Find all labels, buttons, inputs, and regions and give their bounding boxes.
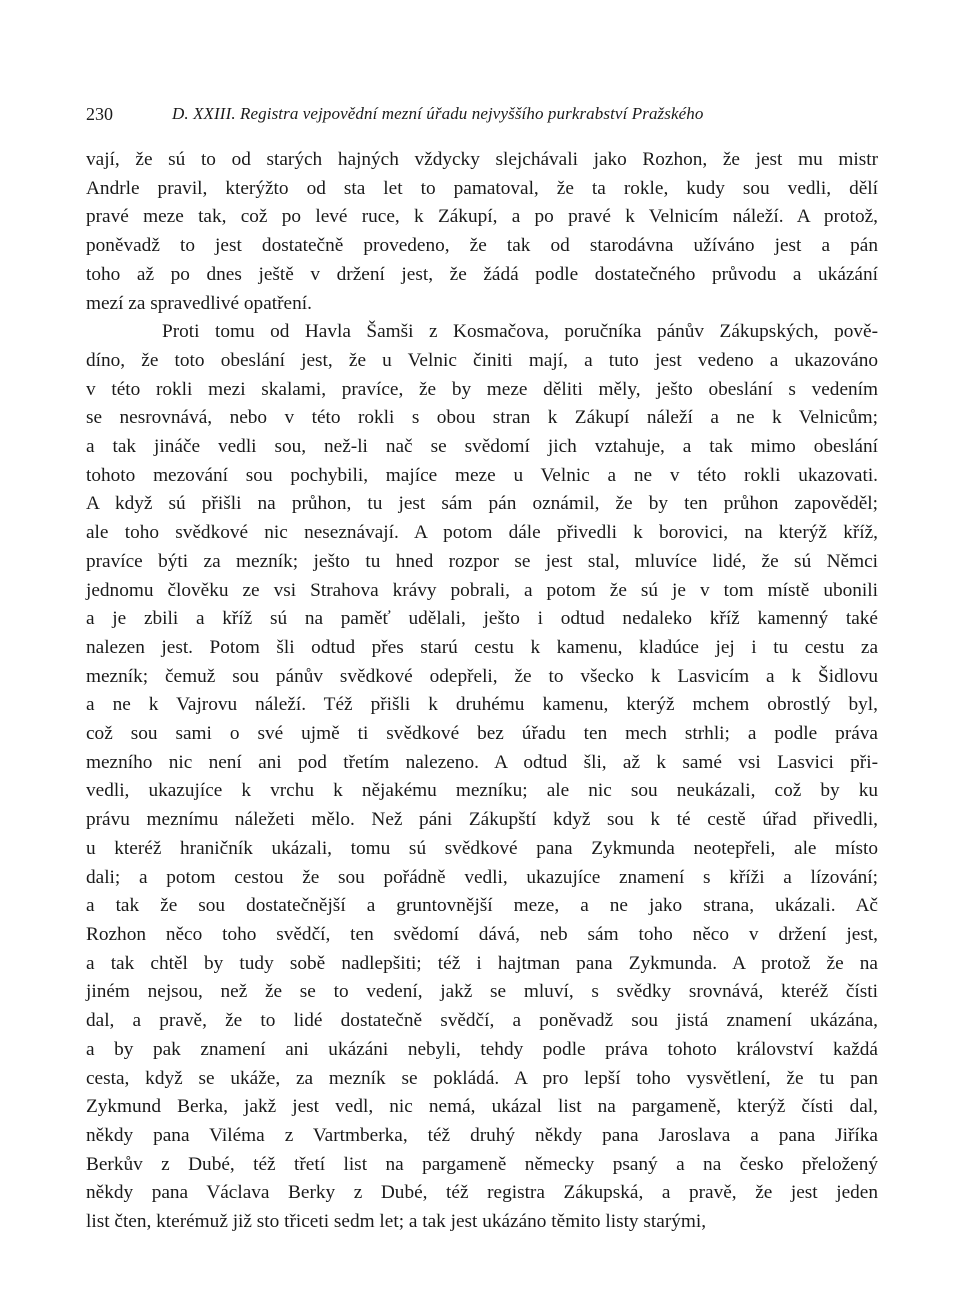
text-line: Zykmund Berka, jakž jest vedl, nic nemá, ukázal list na pargameně, kterýž čísti dal, xyxy=(86,1096,878,1118)
text-line: v této rokli mezi skalami, pravíce, že by meze děliti měly, ješto obeslání s vedením xyxy=(86,378,878,400)
text-line: Andrle pravil, kterýžto od sta let to pamatoval, že ta rokle, kudy sou vedli, dělí xyxy=(86,177,878,199)
text-line: vají, že sú to od starých hajných vždycky slejchávali jako Rozhon, že jest mu mistr xyxy=(86,149,878,170)
text-line: právu meznímu náležeti mělo. Než páni Zákupští když sou k té cestě úřad přivedli, xyxy=(86,809,878,831)
text-line: list čten, kterémuž již sto třiceti sedm let; a tak jest ukázáno těmito listy starými, xyxy=(86,1211,707,1233)
text-line: a je zbili a kříž sú na paměť udělali, ješto i odtud nedaleko kříž kamenný také xyxy=(86,608,878,630)
text-line: u kteréž hraničník ukázali, tomu sú svědkové pana Zykmunda neotepřeli, ale místo xyxy=(86,837,878,859)
text-line: A když sú přišli na průhon, tu jest sám pán oznámil, že by ten průhon zapověděl; xyxy=(86,493,878,515)
text-line: a ne k Vajrovu náleží. Též přišli k druhému kamenu, kterýž mchem obrostlý byl, xyxy=(86,694,878,716)
text-line: jednomu člověku ze vsi Strahova krávy pobrali, a potom že sú je v tom místě ubonili xyxy=(86,579,878,601)
text-line: a tak jináče vedli sou, než-li nač se svědomí jich vztahuje, a tak mimo obeslání xyxy=(86,436,878,458)
text-line: jiném nejsou, než že se to vedení, jakž se mluví, s svědky srovnává, kteréž čísti xyxy=(86,981,878,1003)
text-line: Rozhon něco toho svědčí, ten svědomí dává, neb sám toho něco v držení jest, xyxy=(86,923,878,945)
paragraph xyxy=(86,318,878,1237)
text-line: někdy pana Václava Berky z Dubé, též registra Zákupská, a pravě, že jest jeden xyxy=(86,1182,878,1204)
text-line: a tak že sou dostatečnější a gruntovnější meze, a ne jako strana, ukázali. Ač xyxy=(86,895,878,917)
text-line: vedli, ukazujíce k vrchu k nějakému mezníku; ale nic sou neukázali, což by ku xyxy=(86,780,878,802)
running-head xyxy=(86,96,878,132)
text-line: pravé meze tak, což po levé ruce, k Zákupí, a po pravé k Velnicím náleží. A protož, xyxy=(86,206,878,228)
text-line: a tak chtěl by tudy sobě nadlepšiti; též i hajtman pana Zykmunda. A protož že na xyxy=(86,952,878,974)
text-line: což sou sami o své ujmě ti svědkové bez úřadu ten mech strhli; a podle práva xyxy=(86,723,878,745)
body-text xyxy=(86,146,878,1237)
text-line: se nesrovnává, nebo v této rokli s obou stran k Zákupí náleží a ne k Velnicům; xyxy=(86,407,878,429)
text-line: cesta, když se ukáže, za mezník se pokládá. A pro lepší toho vysvětlení, že tu pan xyxy=(86,1067,878,1089)
text-line: Proti tomu od Havla Šamši z Kosmačova, poručníka pánův Zákupských, pově- xyxy=(162,321,878,343)
text-line: tohoto mezování sou pochybili, majíce meze u Velnic a ne v této rokli ukazovati. xyxy=(86,464,878,486)
text-line: dal, a pravě, že to lidé dostatečně svědčí, a poněvadž sou jistá znamení ukázána, xyxy=(86,1010,878,1032)
text-line: Berkův z Dubé, též třetí list na pargameně německy psaný a na česko přeložený xyxy=(86,1153,878,1175)
page xyxy=(86,96,878,1237)
text-line: ale toho svědkové nic neseznávají. A potom dále přivedli k borovici, na kterýž kříž, xyxy=(86,522,878,544)
page-number: 230 xyxy=(86,104,113,124)
text-line: mezního nic není ani pod třetím nalezeno. A odtud šli, až k samé vsi Lasvici při- xyxy=(86,751,878,773)
text-line: a by pak znamení ani ukázáni nebyli, tehdy podle práva tohoto království každá xyxy=(86,1038,878,1060)
text-line: poněvadž to jest dostatečně provedeno, že tak od starodávna užíváno jest a pán xyxy=(86,235,878,257)
text-line: nalezen jest. Potom šli odtud přes starú cestu k kamenu, kladúce jej i tu cestu za xyxy=(86,636,878,658)
text-line: pravíce býti za mezník; ješto tu hned rozpor se jest stal, mluvíce lidé, že sú Němci xyxy=(86,550,878,572)
text-line: někdy pana Viléma z Vartmberka, též druhý někdy pana Jaroslava a pana Jiříka xyxy=(86,1124,878,1146)
text-line: mezí za spravedlivé opatření. xyxy=(86,292,312,314)
text-line: dali; a potom cestou že sou pořádně vedli, ukazujíce znamení s kříži a lízování; xyxy=(86,866,878,888)
running-title: D. XXIII. Registra vejpovědní mezní úřadu nejvyššího purkrabství Pražského xyxy=(172,104,704,123)
text-line: mezník; čemuž sou pánův svědkové odepřeli, že to všecko k Lasvicím a k Šidlovu xyxy=(86,665,878,687)
paragraph xyxy=(86,146,878,318)
text-line: díno, že toto obeslání jest, že u Velnic činiti mají, a tuto jest vedeno a ukazováno xyxy=(86,349,878,371)
text-line: toho až po dnes ještě v držení jest, že žádá podle dostatečného průvodu a ukázání xyxy=(86,263,878,285)
